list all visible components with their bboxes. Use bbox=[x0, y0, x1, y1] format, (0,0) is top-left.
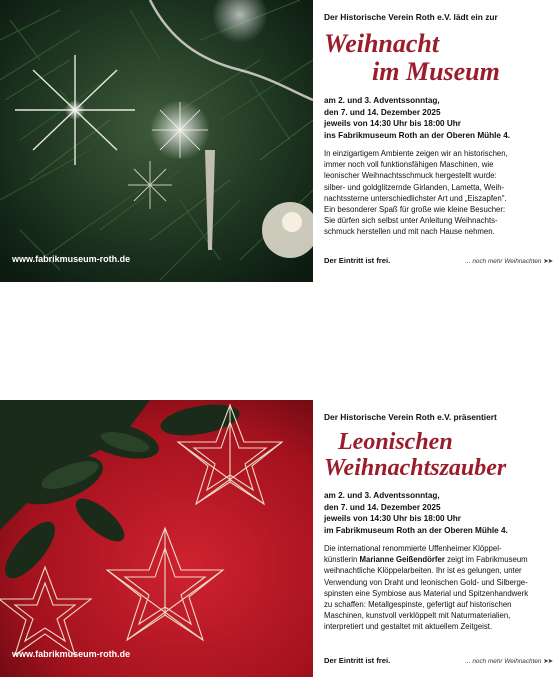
card1-footer bbox=[324, 256, 552, 265]
body-line: weihnachtliche Klöppelarbeiten. Ihr ist es gelungen, unter bbox=[324, 566, 522, 576]
card1-title-line2: im Museum bbox=[372, 57, 500, 86]
body-line: Die international renommierte Uffenheimer Klöppel- bbox=[324, 544, 502, 553]
body-line: In einzigartigem Ambiente zeigen wir an historischen, bbox=[324, 149, 508, 158]
body-line: Verwendung von Draht und leonischen Gold- und Silberge- bbox=[324, 577, 528, 587]
double-arrow-icon: ➤➤ bbox=[543, 258, 552, 265]
body-line: leonischer Weihnachtsschmuck hergestellt wurde: bbox=[324, 171, 497, 181]
body-line: schmuck herstellen und mit nach Hause nehmen. bbox=[324, 227, 495, 237]
card2-dates bbox=[324, 490, 552, 536]
free-entry-label: Der Eintritt ist frei. bbox=[324, 256, 391, 265]
body-line: zu schaffen: Metallgespinste, gefertigt auf historischen bbox=[324, 600, 512, 610]
bobbin-lace-stars-photo bbox=[0, 400, 313, 677]
flyer-weihnacht-im-museum bbox=[0, 0, 558, 282]
date-line: im Fabrikmuseum Roth an der Oberen Mühle 4. bbox=[324, 525, 508, 535]
free-entry-label: Der Eintritt ist frei. bbox=[324, 656, 391, 665]
body-line: Maschinen, kunstvoll verklöppelt mit Naturmaterialien, bbox=[324, 611, 511, 621]
card1-title-line1: Weihnacht bbox=[324, 29, 440, 58]
body-line: immer noch voll funktionsfähigen Maschinen, wie bbox=[324, 160, 494, 170]
body-line: spinsten eine Symbiose aus Material und Spitzenhandwerk bbox=[324, 588, 529, 598]
christmas-tree-ornaments-photo bbox=[0, 0, 313, 282]
tree-photo-url[interactable]: www.fabrikmuseum-roth.de bbox=[12, 254, 131, 264]
more-christmas-link[interactable] bbox=[465, 257, 552, 265]
card2-title-line1: Leonischen bbox=[338, 429, 453, 455]
card2-footer bbox=[324, 656, 552, 665]
date-line: den 7. und 14. Dezember 2025 bbox=[324, 107, 441, 117]
card2-text-column bbox=[324, 412, 552, 665]
card2-intro: Der Historische Verein Roth e.V. präsentiert bbox=[324, 412, 497, 422]
more-christmas-text: ... noch mehr Weihnachten bbox=[465, 658, 542, 665]
card1-intro: Der Historische Verein Roth e.V. lädt ein zur bbox=[324, 12, 498, 22]
more-christmas-text: ... noch mehr Weihnachten bbox=[465, 258, 542, 265]
date-line: jeweils von 14:30 Uhr bis 18:00 Uhr bbox=[324, 514, 461, 523]
date-line: am 2. und 3. Adventssonntag, bbox=[324, 96, 440, 105]
date-line: am 2. und 3. Adventssonntag, bbox=[324, 491, 440, 500]
date-line: jeweils von 14:30 Uhr bis 18:00 Uhr bbox=[324, 119, 461, 128]
flyer-leonischen-weihnachtszauber bbox=[0, 400, 558, 677]
date-line: den 7. und 14. Dezember 2025 bbox=[324, 502, 441, 512]
body-line: Sie dürfen sich selbst unter Anleitung Weihnachts- bbox=[324, 216, 498, 226]
body-line: Ein besonderer Spaß für große wie kleine Besucher: bbox=[324, 205, 506, 215]
body-text: zeigt im Fabrikmuseum bbox=[444, 555, 528, 565]
card1-title bbox=[324, 31, 552, 85]
body-text: künstlerin bbox=[324, 555, 360, 565]
artist-name: Marianne Geißendörfer bbox=[359, 555, 445, 565]
date-line: ins Fabrikmuseum Roth an der Oberen Mühle 4. bbox=[324, 130, 511, 140]
card1-dates bbox=[324, 95, 552, 141]
body-line: interpretiert und gestaltet mit aktuellem Zeitgeist. bbox=[324, 622, 493, 632]
card2-description bbox=[324, 543, 552, 633]
body-line: silber- und goldglitzernde Girlanden, Lametta, Weih- bbox=[324, 182, 505, 192]
card1-text-column bbox=[324, 12, 552, 265]
body-line bbox=[324, 554, 552, 565]
lace-photo-url[interactable]: www.fabrikmuseum-roth.de bbox=[12, 649, 131, 659]
card2-title bbox=[324, 430, 552, 480]
double-arrow-icon: ➤➤ bbox=[543, 658, 552, 665]
body-line: nachtssterne unterschiedlichster Art und „Eiszapfen". bbox=[324, 193, 507, 203]
card2-title-line2: Weihnachtszauber bbox=[324, 455, 507, 481]
more-christmas-link[interactable] bbox=[465, 657, 552, 665]
card1-description bbox=[324, 148, 552, 238]
